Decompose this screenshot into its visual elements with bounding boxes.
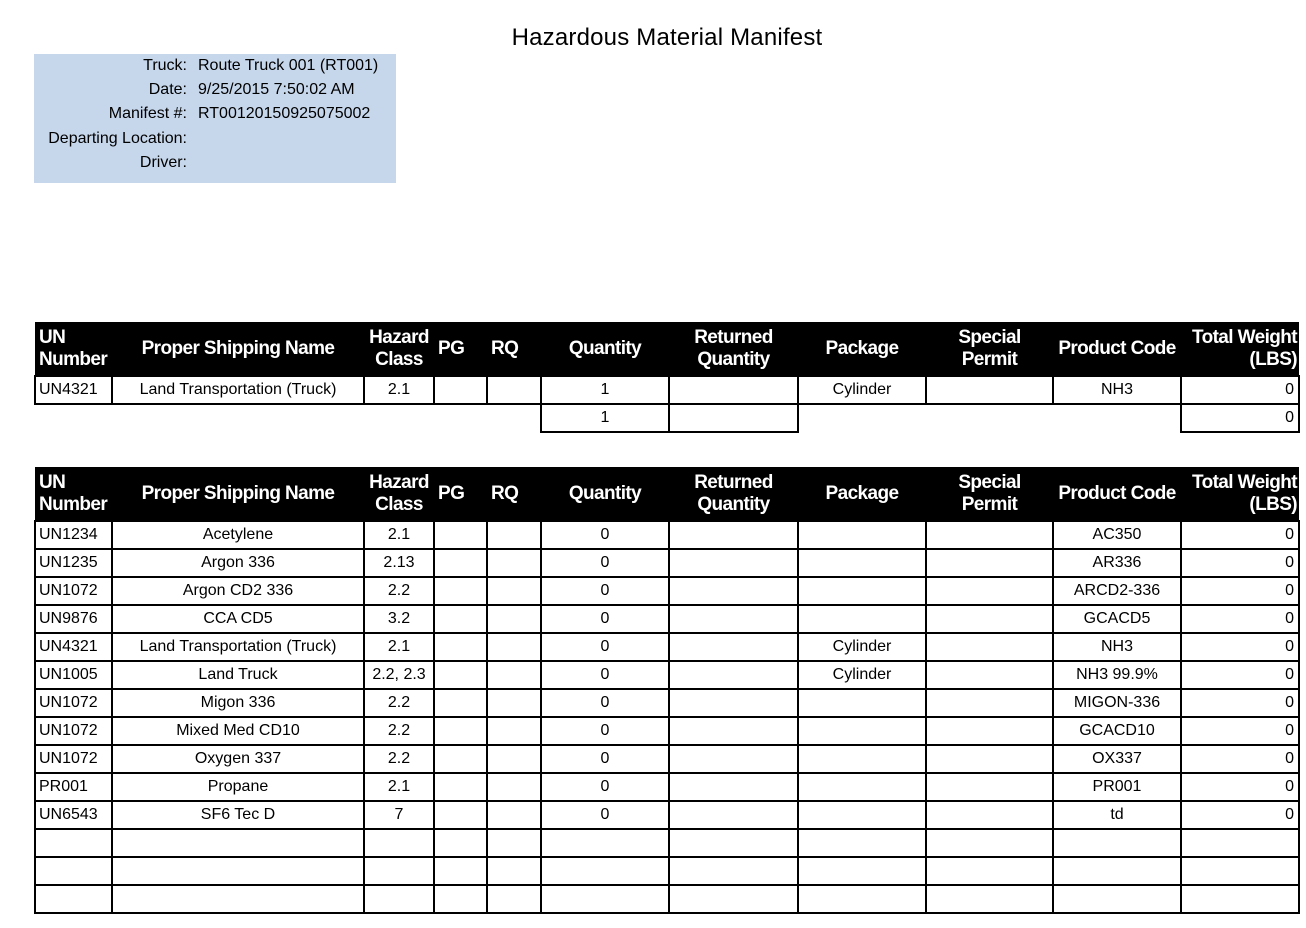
info-row xyxy=(34,105,396,129)
cell-rq xyxy=(487,773,541,801)
cell-pg xyxy=(434,829,487,857)
cell-shipping-name: Argon CD2 336 xyxy=(112,577,364,605)
cell-quantity: 0 xyxy=(541,633,669,661)
info-row xyxy=(34,57,396,81)
total-empty-cell xyxy=(112,404,364,432)
cell-special-permit xyxy=(926,773,1053,801)
header-pg xyxy=(434,467,487,521)
cell-un-number: UN4321 xyxy=(35,633,112,661)
page-title: Hazardous Material Manifest xyxy=(511,24,823,51)
cell-pg xyxy=(434,689,487,717)
cell-quantity: 1 xyxy=(541,376,669,404)
table-row xyxy=(35,605,1299,633)
cell-total-weight xyxy=(1181,885,1299,913)
header-line: Permit xyxy=(961,348,1018,370)
cell-returned-quantity xyxy=(669,829,798,857)
cell-quantity: 0 xyxy=(541,521,669,549)
header-shipping-name xyxy=(112,322,364,376)
header-total-weight xyxy=(1181,322,1299,376)
header-line: Class xyxy=(375,493,423,515)
cell-total-weight: 0 xyxy=(1181,773,1299,801)
cell-un-number: UN9876 xyxy=(35,605,112,633)
cell-package xyxy=(798,521,926,549)
table-row xyxy=(35,661,1299,689)
cell-shipping-name: CCA CD5 xyxy=(112,605,364,633)
cell-quantity: 0 xyxy=(541,717,669,745)
cell-pg xyxy=(434,885,487,913)
table-row xyxy=(35,633,1299,661)
cell-rq xyxy=(487,521,541,549)
cell-package: Cylinder xyxy=(798,376,926,404)
cell-returned-quantity xyxy=(669,577,798,605)
cell-quantity: 0 xyxy=(541,549,669,577)
header-product-code xyxy=(1053,467,1181,521)
cell-total-weight: 0 xyxy=(1181,376,1299,404)
cell-un-number: UN4321 xyxy=(35,376,112,404)
cell-returned-quantity xyxy=(669,376,798,404)
cell-rq xyxy=(487,376,541,404)
cell-product-code: NH3 99.9% xyxy=(1053,661,1181,689)
header-line: Proper Shipping Name xyxy=(141,482,335,504)
cell-special-permit xyxy=(926,885,1053,913)
cell-total-weight: 0 xyxy=(1181,521,1299,549)
cell-hazard-class xyxy=(364,885,434,913)
cell-pg xyxy=(434,745,487,773)
cell-package xyxy=(798,829,926,857)
cell-returned-quantity xyxy=(669,717,798,745)
cell-total-weight: 0 xyxy=(1181,633,1299,661)
cell-package xyxy=(798,577,926,605)
cell-returned-quantity xyxy=(669,521,798,549)
header-line: Package xyxy=(825,482,899,504)
cell-hazard-class: 3.2 xyxy=(364,605,434,633)
cell-package xyxy=(798,689,926,717)
header-line: Special xyxy=(958,326,1021,348)
cell-rq xyxy=(487,745,541,773)
cell-pg xyxy=(434,549,487,577)
cell-hazard-class: 2.1 xyxy=(364,773,434,801)
cell-un-number: UN1072 xyxy=(35,745,112,773)
cell-returned-quantity xyxy=(669,605,798,633)
cell-shipping-name: Oxygen 337 xyxy=(112,745,364,773)
cell-hazard-class: 2.13 xyxy=(364,549,434,577)
cell-un-number xyxy=(35,857,112,885)
cell-product-code xyxy=(1053,885,1181,913)
cell-un-number: UN1072 xyxy=(35,577,112,605)
header-line: Quantity xyxy=(568,482,642,504)
cell-shipping-name xyxy=(112,857,364,885)
cell-shipping-name xyxy=(112,885,364,913)
cell-quantity: 0 xyxy=(541,689,669,717)
cell-hazard-class: 2.2 xyxy=(364,577,434,605)
cell-returned-quantity xyxy=(669,801,798,829)
cell-un-number: UN6543 xyxy=(35,801,112,829)
cell-rq xyxy=(487,549,541,577)
table-row xyxy=(35,885,1299,913)
cell-pg xyxy=(434,605,487,633)
table-row xyxy=(35,689,1299,717)
header-line: UN xyxy=(39,326,66,348)
header-line: UN xyxy=(39,471,66,493)
cell-total-weight: 0 xyxy=(1181,605,1299,633)
cell-hazard-class: 2.2, 2.3 xyxy=(364,661,434,689)
total-empty-cell xyxy=(35,404,112,432)
cell-quantity: 0 xyxy=(541,605,669,633)
cell-hazard-class: 2.2 xyxy=(364,745,434,773)
table-row xyxy=(35,829,1299,857)
cell-total-weight xyxy=(1181,857,1299,885)
header-total-weight xyxy=(1181,467,1299,521)
header-package xyxy=(798,467,926,521)
cell-hazard-class: 2.2 xyxy=(364,717,434,745)
cell-returned-quantity xyxy=(669,857,798,885)
header-line: Class xyxy=(375,348,423,370)
cell-pg xyxy=(434,521,487,549)
info-value: Route Truck 001 (RT001) xyxy=(198,57,379,74)
cell-returned-quantity xyxy=(669,773,798,801)
cell-shipping-name: Land Transportation (Truck) xyxy=(112,376,364,404)
cell-rq xyxy=(487,577,541,605)
header-un-number xyxy=(35,467,112,521)
cell-un-number: UN1234 xyxy=(35,521,112,549)
header-line: Quantity xyxy=(697,348,770,370)
header-hazard-class xyxy=(364,467,434,521)
cell-un-number: UN1235 xyxy=(35,549,112,577)
info-row xyxy=(34,130,396,154)
cell-shipping-name: Acetylene xyxy=(112,521,364,549)
cell-rq xyxy=(487,661,541,689)
header-product-code xyxy=(1053,322,1181,376)
cell-product-code: PR001 xyxy=(1053,773,1181,801)
cell-pg xyxy=(434,773,487,801)
total-returned-quantity xyxy=(669,404,798,432)
cell-un-number: UN1072 xyxy=(35,689,112,717)
header-line: Total Weight xyxy=(1191,471,1297,493)
table-row xyxy=(35,745,1299,773)
catalog-items-table xyxy=(34,467,1300,914)
table-row xyxy=(35,521,1299,549)
cell-package: Cylinder xyxy=(798,633,926,661)
cell-package xyxy=(798,857,926,885)
header-returned-quantity xyxy=(669,322,798,376)
cell-package xyxy=(798,717,926,745)
cell-returned-quantity xyxy=(669,689,798,717)
info-row xyxy=(34,81,396,105)
cell-total-weight: 0 xyxy=(1181,717,1299,745)
header-line: RQ xyxy=(491,482,519,504)
cell-hazard-class: 2.2 xyxy=(364,689,434,717)
header-line: Package xyxy=(825,337,899,359)
cell-special-permit xyxy=(926,857,1053,885)
manifest-info-box xyxy=(34,54,396,183)
header-line: Returned xyxy=(694,326,773,348)
header-un-number xyxy=(35,322,112,376)
info-value: 9/25/2015 7:50:02 AM xyxy=(198,81,355,99)
header-line: Returned xyxy=(694,471,773,493)
cell-product-code: AR336 xyxy=(1053,549,1181,577)
cell-hazard-class xyxy=(364,857,434,885)
header-special-permit xyxy=(926,467,1053,521)
cell-pg xyxy=(434,801,487,829)
table-row xyxy=(35,717,1299,745)
cell-quantity xyxy=(541,885,669,913)
header-rq xyxy=(487,467,541,521)
info-label: Manifest #: xyxy=(108,105,187,123)
total-empty-cell xyxy=(487,404,541,432)
table-row xyxy=(35,773,1299,801)
cell-package: Cylinder xyxy=(798,661,926,689)
cell-quantity xyxy=(541,857,669,885)
cell-package xyxy=(798,801,926,829)
cell-un-number: PR001 xyxy=(35,773,112,801)
cell-special-permit xyxy=(926,689,1053,717)
cell-quantity: 0 xyxy=(541,745,669,773)
totals-row xyxy=(35,404,1299,432)
cell-product-code: GCACD5 xyxy=(1053,605,1181,633)
cell-shipping-name: SF6 Tec D xyxy=(112,801,364,829)
cell-un-number: UN1072 xyxy=(35,717,112,745)
cell-pg xyxy=(434,376,487,404)
cell-rq xyxy=(487,885,541,913)
total-quantity: 1 xyxy=(541,404,669,432)
cell-shipping-name: Migon 336 xyxy=(112,689,364,717)
cell-rq xyxy=(487,801,541,829)
header-line: RQ xyxy=(491,337,519,359)
cell-product-code: AC350 xyxy=(1053,521,1181,549)
cell-total-weight: 0 xyxy=(1181,689,1299,717)
cell-shipping-name: Argon 336 xyxy=(112,549,364,577)
cell-rq xyxy=(487,857,541,885)
loaded-items-table xyxy=(34,322,1300,433)
cell-quantity: 0 xyxy=(541,773,669,801)
cell-hazard-class: 2.1 xyxy=(364,521,434,549)
header-line: Hazard xyxy=(369,326,429,348)
cell-special-permit xyxy=(926,717,1053,745)
cell-rq xyxy=(487,829,541,857)
info-label: Truck: xyxy=(143,57,187,74)
cell-hazard-class xyxy=(364,829,434,857)
cell-rq xyxy=(487,605,541,633)
cell-shipping-name: Propane xyxy=(112,773,364,801)
header-line: Permit xyxy=(961,493,1018,515)
cell-total-weight xyxy=(1181,829,1299,857)
info-label: Driver: xyxy=(139,153,187,171)
cell-shipping-name: Land Transportation (Truck) xyxy=(112,633,364,661)
cell-product-code: ARCD2-336 xyxy=(1053,577,1181,605)
cell-total-weight: 0 xyxy=(1181,745,1299,773)
total-empty-cell xyxy=(926,404,1053,432)
info-label: Date: xyxy=(148,81,187,99)
cell-pg xyxy=(434,577,487,605)
header-line: Product Code xyxy=(1058,482,1176,504)
header-line: (LBS) xyxy=(1249,493,1297,515)
header-line: Total Weight xyxy=(1191,326,1297,348)
cell-product-code: OX337 xyxy=(1053,745,1181,773)
cell-rq xyxy=(487,689,541,717)
cell-un-number: UN1005 xyxy=(35,661,112,689)
cell-hazard-class: 2.1 xyxy=(364,633,434,661)
cell-pg xyxy=(434,717,487,745)
cell-returned-quantity xyxy=(669,661,798,689)
cell-rq xyxy=(487,717,541,745)
cell-package xyxy=(798,745,926,773)
cell-special-permit xyxy=(926,605,1053,633)
total-empty-cell xyxy=(798,404,926,432)
cell-special-permit xyxy=(926,577,1053,605)
total-empty-cell xyxy=(434,404,487,432)
cell-special-permit xyxy=(926,376,1053,404)
cell-quantity: 0 xyxy=(541,577,669,605)
cell-pg xyxy=(434,857,487,885)
header-line: Hazard xyxy=(369,471,429,493)
cell-pg xyxy=(434,633,487,661)
cell-product-code: NH3 xyxy=(1053,633,1181,661)
cell-package xyxy=(798,605,926,633)
total-total-weight: 0 xyxy=(1181,404,1299,432)
header-rq xyxy=(487,322,541,376)
cell-package xyxy=(798,549,926,577)
table-row xyxy=(35,857,1299,885)
cell-quantity xyxy=(541,829,669,857)
cell-total-weight: 0 xyxy=(1181,801,1299,829)
info-row xyxy=(34,154,396,178)
table-row xyxy=(35,801,1299,829)
info-value: RT00120150925075002 xyxy=(198,105,371,123)
cell-shipping-name: Land Truck xyxy=(112,661,364,689)
cell-total-weight: 0 xyxy=(1181,577,1299,605)
cell-hazard-class: 7 xyxy=(364,801,434,829)
cell-returned-quantity xyxy=(669,549,798,577)
cell-returned-quantity xyxy=(669,745,798,773)
cell-package xyxy=(798,773,926,801)
table-row xyxy=(35,549,1299,577)
cell-special-permit xyxy=(926,745,1053,773)
header-line: Product Code xyxy=(1058,337,1176,359)
cell-special-permit xyxy=(926,801,1053,829)
cell-product-code: MIGON-336 xyxy=(1053,689,1181,717)
total-empty-cell xyxy=(364,404,434,432)
header-line: Number xyxy=(39,348,108,370)
header-quantity xyxy=(541,322,669,376)
header-shipping-name xyxy=(112,467,364,521)
cell-special-permit xyxy=(926,829,1053,857)
table-row xyxy=(35,376,1299,404)
cell-quantity: 0 xyxy=(541,801,669,829)
header-line: PG xyxy=(438,337,465,359)
header-line: (LBS) xyxy=(1249,348,1297,370)
cell-total-weight: 0 xyxy=(1181,661,1299,689)
cell-shipping-name xyxy=(112,829,364,857)
header-line: Special xyxy=(958,471,1021,493)
cell-special-permit xyxy=(926,549,1053,577)
cell-rq xyxy=(487,633,541,661)
header-returned-quantity xyxy=(669,467,798,521)
header-line: Quantity xyxy=(568,337,642,359)
cell-special-permit xyxy=(926,521,1053,549)
cell-pg xyxy=(434,661,487,689)
cell-product-code: NH3 xyxy=(1053,376,1181,404)
header-line: Quantity xyxy=(697,493,770,515)
header-line: Number xyxy=(39,493,108,515)
header-line: PG xyxy=(438,482,465,504)
header-package xyxy=(798,322,926,376)
header-pg xyxy=(434,322,487,376)
cell-returned-quantity xyxy=(669,633,798,661)
total-empty-cell xyxy=(1053,404,1181,432)
cell-product-code: GCACD10 xyxy=(1053,717,1181,745)
info-label: Departing Location: xyxy=(48,129,187,147)
cell-special-permit xyxy=(926,633,1053,661)
cell-shipping-name: Mixed Med CD10 xyxy=(112,717,364,745)
cell-un-number xyxy=(35,885,112,913)
cell-package xyxy=(798,885,926,913)
cell-special-permit xyxy=(926,661,1053,689)
cell-product-code xyxy=(1053,829,1181,857)
header-line: Proper Shipping Name xyxy=(141,337,335,359)
cell-product-code: td xyxy=(1053,801,1181,829)
cell-un-number xyxy=(35,829,112,857)
header-hazard-class xyxy=(364,322,434,376)
header-quantity xyxy=(541,467,669,521)
cell-hazard-class: 2.1 xyxy=(364,376,434,404)
cell-returned-quantity xyxy=(669,885,798,913)
header-special-permit xyxy=(926,322,1053,376)
cell-product-code xyxy=(1053,857,1181,885)
table-row xyxy=(35,577,1299,605)
cell-quantity: 0 xyxy=(541,661,669,689)
cell-total-weight: 0 xyxy=(1181,549,1299,577)
